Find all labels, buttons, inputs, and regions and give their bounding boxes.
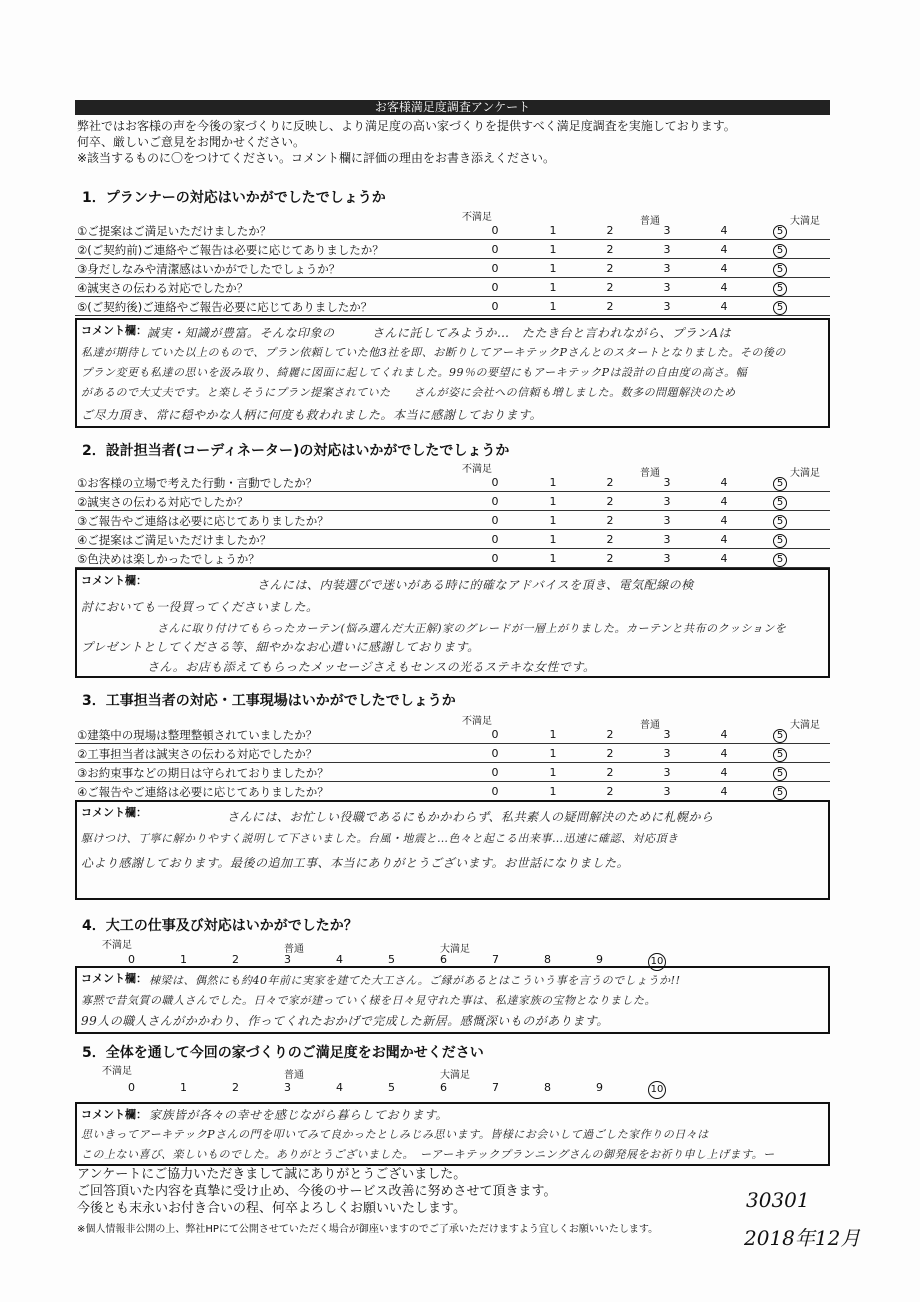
question-text: ③ご報告やご連絡は必要に応じてありましたか？ (77, 514, 329, 528)
label-low: 不満足 (462, 464, 492, 475)
section-4-comment-box (75, 966, 830, 1034)
rating-option[interactable]: 3 (663, 300, 671, 313)
rating-option[interactable]: 4 (720, 300, 728, 313)
rating-option[interactable]: 7 (492, 1081, 499, 1094)
rating-option[interactable]: 3 (663, 224, 671, 237)
rating-option[interactable]: 2 (232, 953, 239, 966)
question-row (75, 475, 830, 492)
page-title: お客様満足度調査アンケート (75, 100, 830, 115)
rating-option[interactable]: 4 (720, 262, 728, 275)
rating-option[interactable]: 4 (720, 224, 728, 237)
rating-option[interactable]: 3 (663, 476, 671, 489)
rating-option[interactable] (773, 261, 787, 277)
label-mid: 普通 (284, 944, 304, 955)
privacy-note: ※個人情報非公開の上、弊社HPにて公開させていただく場合が御座いますのでご了承いただけますよう宜しくお願いいたします。 (77, 1224, 659, 1235)
label-mid: 普通 (640, 468, 660, 479)
rating-option[interactable]: 4 (720, 728, 728, 741)
comment-line: この上ない喜び、楽しいものでした。ありがとうございました。 ーアーキテックプランニングさんの御発展をお祈り申し上げます。ー (81, 1148, 775, 1161)
footer-line: アンケートにご協力いただきまして誠にありがとうございました。 (77, 1167, 467, 1182)
label-low: 不満足 (462, 716, 492, 727)
rating-option[interactable]: 1 (549, 785, 557, 798)
comment-line: 誠実・知識が豊富。そんな印象の さんに託してみようか… たたき台と言われながら、プランAは (147, 326, 732, 340)
section-1-comment-box (75, 318, 830, 428)
rating-option[interactable]: 1 (549, 495, 557, 508)
rating-option[interactable]: 4 (720, 514, 728, 527)
question-row (75, 784, 830, 801)
rating-option[interactable]: 2 (606, 243, 614, 256)
rating-option[interactable]: 9 (596, 953, 603, 966)
label-high: 大満足 (440, 944, 470, 955)
rating-option[interactable]: 3 (663, 281, 671, 294)
selected-rating-circle: 5 (773, 767, 787, 781)
rating-option[interactable]: 9 (596, 1081, 603, 1094)
section-2-title: 2．設計担当者(コーディネーター)の対応はいかがでしたでしょうか (82, 443, 510, 459)
selected-rating-circle: 5 (773, 244, 787, 258)
rating-option[interactable]: 3 (663, 533, 671, 546)
rating-option[interactable]: 4 (720, 533, 728, 546)
label-high: 大満足 (790, 468, 820, 479)
rating-option[interactable]: 5 (388, 1081, 395, 1094)
rating-option[interactable]: 3 (663, 514, 671, 527)
question-text: ⑤(ご契約後)ご連絡やご報告必要に応じてありましたか？ (77, 300, 373, 314)
label-high: 大満足 (790, 216, 820, 227)
question-row (75, 223, 830, 240)
comment-line: プラン変更も私達の思いを汲み取り、綺麗に図面に起してくれました。99％の要望にもアーキテックPは設計の自由度の高さ。幅 (81, 366, 748, 379)
comment-label: コメント欄： (81, 324, 147, 337)
rating-option[interactable]: 2 (606, 495, 614, 508)
label-low: 不満足 (102, 940, 132, 951)
label-high: 大満足 (440, 1070, 470, 1081)
question-text: ①お客様の立場で考えた行動・言動でしたか？ (77, 476, 318, 490)
rating-option[interactable]: 5 (388, 953, 395, 966)
comment-line: ご尽力頂き、常に穏やかな人柄に何度も救われました。本当に感謝しております。 (81, 408, 543, 422)
rating-option[interactable] (773, 299, 787, 315)
rating-option[interactable]: 6 (440, 953, 447, 966)
selected-rating-circle: 5 (773, 496, 787, 510)
selected-rating-circle: 10 (648, 953, 666, 971)
rating-option[interactable] (773, 727, 787, 743)
rating-option[interactable]: 1 (549, 728, 557, 741)
rating-option[interactable]: 1 (549, 514, 557, 527)
rating-option[interactable]: 0 (491, 300, 499, 313)
question-text: ④ご提案はご満足いただけましたか？ (77, 533, 272, 547)
question-row (75, 513, 830, 530)
selected-rating-circle: 5 (773, 515, 787, 529)
rating-option[interactable] (773, 765, 787, 781)
intro-line: 何卒、厳しいご意見をお聞かせください。 (77, 135, 306, 149)
rating-option[interactable]: 0 (491, 243, 499, 256)
rating-option[interactable]: 2 (606, 281, 614, 294)
question-text: ③身だしなみや清潔感はいかがでしたでしょうか？ (77, 262, 341, 276)
comment-label: コメント欄： (81, 972, 147, 985)
rating-option[interactable]: 2 (232, 1081, 239, 1094)
rating-option[interactable]: 1 (549, 552, 557, 565)
rating-option[interactable]: 8 (544, 1081, 551, 1094)
label-mid: 普通 (640, 216, 660, 227)
section-3-title: 3．工事担当者の対応・工事現場はいかがでしたでしょうか (82, 693, 456, 709)
rating-option[interactable]: 2 (606, 262, 614, 275)
question-row (75, 242, 830, 259)
comment-label: コメント欄： (81, 1108, 147, 1121)
comment-line: 私達が期待していた以上のもので、プラン依頼していた他3社を即、お断りしてアーキテックPさんとのスタートとなりました。その後の (81, 346, 786, 359)
comment-line: 棟梁は、偶然にも約40年前に実家を建てた大工さん。ご縁があるとはこういう事を言うのでしょうか!! (149, 974, 681, 987)
rating-option[interactable]: 2 (606, 747, 614, 760)
question-row (75, 765, 830, 782)
selected-rating-circle: 5 (773, 263, 787, 277)
comment-label: コメント欄： (81, 806, 147, 819)
rating-option[interactable] (773, 551, 787, 567)
question-row (75, 551, 830, 568)
rating-option[interactable] (648, 1081, 666, 1099)
question-row (75, 280, 830, 297)
selected-rating-circle: 5 (773, 553, 787, 567)
rating-option[interactable]: 0 (491, 281, 499, 294)
rating-option[interactable]: 3 (663, 747, 671, 760)
question-text: ④ご報告やご連絡は必要に応じてありましたか？ (77, 785, 329, 799)
question-text: ①建築中の現場は整理整頓されていましたか？ (77, 728, 318, 742)
question-text: ③お約束事などの期日は守られておりましたか？ (77, 766, 329, 780)
question-text: ④誠実さの伝わる対応でしたか？ (77, 281, 249, 295)
rating-option[interactable]: 4 (720, 476, 728, 489)
comment-line: 駆けつけ、丁寧に解かりやすく説明して下さいました。台風・地震と…色々と起こる出来事…迅速に確認、対応頂き (81, 832, 679, 845)
rating-option[interactable]: 2 (606, 514, 614, 527)
rating-option[interactable]: 0 (491, 533, 499, 546)
section-1-title: 1．プランナーの対応はいかがでしたでしょうか (82, 190, 386, 206)
rating-option[interactable]: 0 (491, 785, 499, 798)
selected-rating-circle: 5 (773, 748, 787, 762)
rating-option[interactable]: 0 (491, 495, 499, 508)
question-text: ⑤色決めは楽しかったでしょうか？ (77, 552, 260, 566)
rating-option[interactable] (773, 746, 787, 762)
rating-option[interactable]: 0 (491, 224, 499, 237)
selected-rating-circle: 5 (773, 477, 787, 491)
selected-rating-circle: 5 (773, 225, 787, 239)
rating-option[interactable]: 1 (180, 953, 187, 966)
comment-line: 討においても一役買ってくださいました。 (81, 600, 319, 614)
rating-option[interactable]: 3 (284, 1081, 291, 1094)
comment-line: 寡黙で昔気質の職人さんでした。日々で家が建っていく様を日々見守れた事は、私達家族の宝物となりました。 (81, 994, 656, 1007)
rating-option[interactable]: 1 (549, 476, 557, 489)
rating-option[interactable]: 1 (549, 766, 557, 779)
question-row (75, 727, 830, 744)
comment-line: さんには、内装選びで迷いがある時に的確なアドバイスを頂き、電気配線の検 (257, 578, 694, 592)
rating-option[interactable]: 0 (491, 766, 499, 779)
rating-option[interactable]: 2 (606, 785, 614, 798)
selected-rating-circle: 5 (773, 534, 787, 548)
intro-text (77, 118, 736, 166)
rating-option[interactable]: 0 (491, 514, 499, 527)
reference-number: 30301 (746, 1188, 810, 1212)
section-3-comment-box (75, 800, 830, 900)
rating-option[interactable]: 2 (606, 766, 614, 779)
rating-option[interactable] (773, 223, 787, 239)
rating-option[interactable]: 0 (491, 747, 499, 760)
rating-option[interactable]: 4 (720, 495, 728, 508)
comment-line: プレゼントとしてくださる等、細やかなお心遣いに感謝しております。 (81, 640, 480, 654)
rating-option[interactable]: 1 (549, 300, 557, 313)
rating-option[interactable]: 0 (491, 476, 499, 489)
rating-option[interactable]: 1 (549, 243, 557, 256)
rating-option[interactable]: 8 (544, 953, 551, 966)
comment-line: 心より感謝しております。最後の追加工事、本当にありがとうございます。お世話になりました。 (81, 856, 630, 870)
rating-option[interactable] (773, 475, 787, 491)
question-text: ②誠実さの伝わる対応でしたか？ (77, 495, 249, 509)
comment-line: 家族皆が各々の幸せを感じながら暮らしております。 (149, 1108, 449, 1122)
rating-option[interactable]: 4 (336, 1081, 343, 1094)
rating-option[interactable]: 4 (720, 552, 728, 565)
rating-option[interactable]: 0 (128, 953, 135, 966)
comment-label: コメント欄： (81, 574, 147, 587)
label-mid: 普通 (640, 720, 660, 731)
selected-rating-circle: 5 (773, 786, 787, 800)
section-4-title: 4．大工の仕事及び対応はいかがでしたか？ (82, 918, 358, 934)
rating-option[interactable]: 3 (663, 766, 671, 779)
question-row (75, 299, 830, 316)
rating-option[interactable]: 3 (663, 552, 671, 565)
rating-option[interactable]: 4 (720, 785, 728, 798)
rating-option[interactable] (773, 513, 787, 529)
intro-line: ※該当するものに〇をつけてください。コメント欄に評価の理由をお書き添えください。 (77, 151, 556, 165)
comment-line: さんに取り付けてもらったカーテン(悩み選んだ大正解)家のグレードが一層上がりました。カーテンと共布のクッションを (157, 622, 787, 635)
rating-option[interactable]: 1 (180, 1081, 187, 1094)
rating-option[interactable] (773, 280, 787, 296)
rating-option[interactable]: 2 (606, 224, 614, 237)
rating-option[interactable]: 3 (663, 495, 671, 508)
selected-rating-circle: 10 (648, 1081, 666, 1099)
rating-option[interactable]: 3 (663, 243, 671, 256)
rating-option[interactable]: 4 (720, 747, 728, 760)
rating-option[interactable]: 0 (128, 1081, 135, 1094)
rating-option[interactable]: 1 (549, 747, 557, 760)
section-5-title: 5．全体を通して今回の家づくりのご満足度をお聞かせください (82, 1045, 484, 1061)
comment-line: 思いきってアーキテックPさんの門を叩いてみて良かったとしみじみ思います。皆様にお会いして過ごした家作りの日々は (81, 1128, 709, 1141)
rating-option[interactable]: 2 (606, 476, 614, 489)
rating-option[interactable]: 2 (606, 552, 614, 565)
question-row (75, 494, 830, 511)
rating-option[interactable]: 3 (663, 785, 671, 798)
rating-option[interactable]: 3 (284, 953, 291, 966)
section-5-comment-box (75, 1102, 830, 1166)
label-high: 大満足 (790, 720, 820, 731)
rating-option[interactable]: 2 (606, 728, 614, 741)
survey-date: 2018年12月 (744, 1226, 861, 1250)
rating-option[interactable]: 3 (663, 262, 671, 275)
intro-line: 弊社ではお客様の声を今後の家づくりに反映し、より満足度の高い家づくりを提供すべく満足度調査を実施しております。 (77, 119, 736, 133)
label-low: 不満足 (102, 1066, 132, 1077)
rating-option[interactable]: 1 (549, 224, 557, 237)
label-low: 不満足 (462, 212, 492, 223)
rating-option[interactable] (773, 784, 787, 800)
rating-option[interactable] (773, 494, 787, 510)
rating-option[interactable]: 0 (491, 262, 499, 275)
label-mid: 普通 (284, 1070, 304, 1081)
rating-option[interactable]: 2 (606, 533, 614, 546)
selected-rating-circle: 5 (773, 729, 787, 743)
comment-line: があるので大丈夫です。と楽しそうにプラン提案されていた さんが姿に会社への信頼も増しました。数多の問題解決のため (81, 386, 736, 399)
footer-line: ご回答頂いた内容を真摯に受け止め、今後のサービス改善に努めさせて頂きます。 (77, 1184, 557, 1199)
section-2-comment-box (75, 568, 830, 678)
question-row (75, 261, 830, 278)
question-text: ②工事担当者は誠実さの伝わる対応でしたか？ (77, 747, 318, 761)
question-row (75, 746, 830, 763)
rating-option[interactable]: 1 (549, 281, 557, 294)
question-row (75, 532, 830, 549)
rating-option[interactable]: 4 (336, 953, 343, 966)
rating-option[interactable] (773, 532, 787, 548)
rating-option[interactable]: 4 (720, 766, 728, 779)
question-text: ①ご提案はご満足いただけましたか？ (77, 224, 272, 238)
selected-rating-circle: 5 (773, 301, 787, 315)
comment-line: さん。お店も添えてもらったメッセージさえもセンスの光るステキな女性です。 (147, 660, 596, 674)
comment-line: 99人の職人さんがかかわり、作ってくれたおかげで完成した新居。感慨深いものがあります。 (81, 1014, 609, 1028)
rating-option[interactable]: 6 (440, 1081, 447, 1094)
rating-option[interactable]: 1 (549, 262, 557, 275)
rating-option[interactable] (773, 242, 787, 258)
rating-option[interactable]: 2 (606, 300, 614, 313)
footer-text (77, 1166, 556, 1217)
rating-option[interactable]: 4 (720, 243, 728, 256)
rating-option[interactable]: 7 (492, 953, 499, 966)
rating-option[interactable]: 4 (720, 281, 728, 294)
question-text: ②(ご契約前)ご連絡やご報告は必要に応じてありましたか？ (77, 243, 384, 257)
rating-option[interactable]: 0 (491, 728, 499, 741)
rating-option[interactable]: 0 (491, 552, 499, 565)
footer-line: 今後とも末永いお付き合いの程、何卒よろしくお願いいたします。 (77, 1201, 466, 1216)
rating-option[interactable]: 3 (663, 728, 671, 741)
selected-rating-circle: 5 (773, 282, 787, 296)
rating-option[interactable]: 1 (549, 533, 557, 546)
comment-line: さんには、お忙しい役職であるにもかかわらず、私共素人の疑問解決のために札幌から (227, 810, 714, 824)
